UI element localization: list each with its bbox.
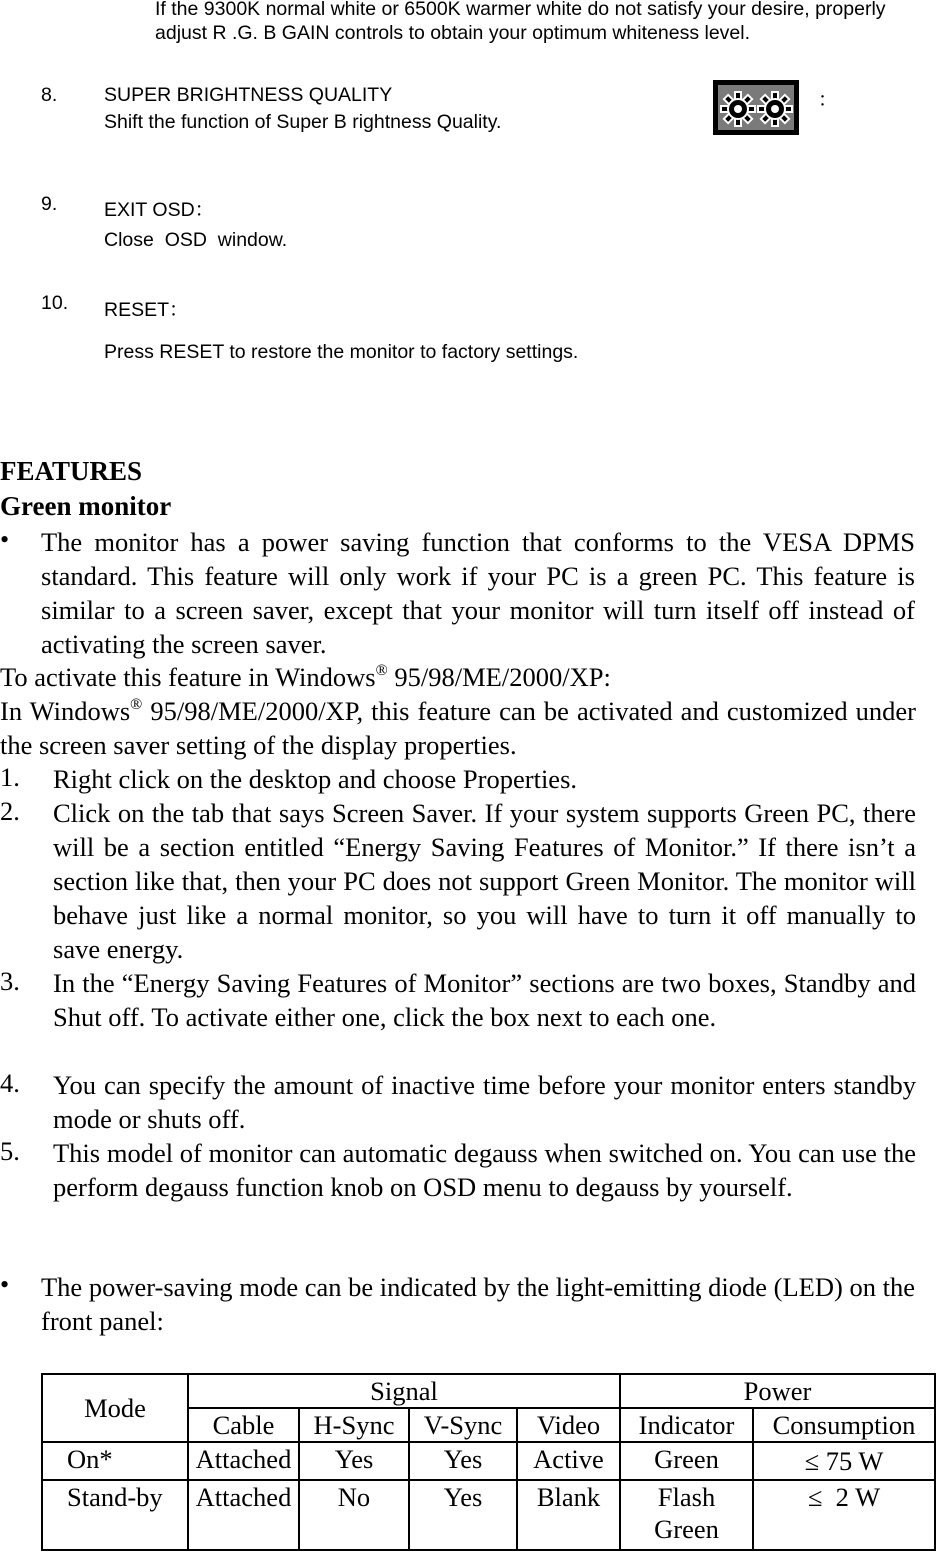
item-number-9: 9. [41, 193, 58, 215]
bullet-icon: • [0, 525, 10, 554]
cell-consumption: ≤ 2 W [753, 1480, 935, 1550]
power-mode-table [41, 1373, 936, 1551]
cell-consumption: ≤ 75 W [753, 1442, 935, 1480]
item-title-super-brightness: SUPER BRIGHTNESS QUALITY [104, 84, 393, 106]
column-header: Indicator [620, 1408, 753, 1442]
cell-cable: Attached [188, 1442, 299, 1480]
windows-paragraph [0, 694, 916, 762]
cell-hsync: No [299, 1480, 409, 1550]
registered-mark: ® [375, 662, 388, 679]
power-header: Power [620, 1374, 935, 1408]
item-desc-super-brightness: Shift the function of Super B rightness Quality. [104, 111, 502, 133]
signal-header: Signal [188, 1374, 620, 1408]
gear-graphic [719, 87, 795, 131]
cell-vsync: Yes [409, 1480, 517, 1550]
step-text: This model of monitor can automatic degauss when switched on. You can use the perform degauss function knob on OSD menu to degauss by yourself. [53, 1138, 916, 1202]
step-number: 4. [0, 1068, 20, 1098]
item-desc-exit-osd: Close OSD window. [104, 229, 288, 251]
table-row [42, 1442, 935, 1480]
step-number: 2. [0, 796, 20, 826]
activate-line-versions: 95/98/ME/2000/XP: [387, 662, 611, 692]
column-header: Consumption [753, 1408, 935, 1442]
cell-indicator: Flash Green [620, 1480, 753, 1550]
cell-video: Active [517, 1442, 620, 1480]
step-text: Right click on the desktop and choose Properties. [53, 764, 578, 794]
cell-indicator: Green [620, 1442, 753, 1480]
activate-line [0, 660, 611, 694]
table-row [42, 1480, 935, 1550]
green-monitor-subheading: Green monitor [0, 491, 172, 521]
green-monitor-bullet-text: The monitor has a power saving function that conforms to the VESA DPMS standard. This feature will only work if your PC is a green PC. This feature is similar to a screen saver, except that your monitor will turn itself off instead of activating the screen saver. [41, 527, 915, 659]
cell-mode: On* [42, 1442, 188, 1480]
windows-paragraph-lead: In Windows [0, 696, 131, 726]
step-number: 5. [0, 1136, 20, 1166]
column-header: Video [517, 1408, 620, 1442]
cell-vsync: Yes [409, 1442, 517, 1480]
cell-hsync: Yes [299, 1442, 409, 1480]
item-title-reset: RESET： [104, 299, 189, 321]
power-saving-bullet-text: The power-saving mode can be indicated by the light-emitting diode (LED) on the front panel: [41, 1272, 915, 1336]
step-text: In the “Energy Saving Features of Monitor” sections are two boxes, Standby and Shut off. To activate either one, click the box next to each one. [53, 968, 916, 1032]
item-number-8: 8. [41, 84, 58, 106]
double-gear-icon [713, 80, 799, 135]
features-heading: FEATURES [0, 456, 143, 486]
registered-mark: ® [130, 696, 143, 713]
intro-paragraph: If the 9300K normal white or 6500K warmer white do not satisfy your desire, properly adjust R .G. B GAIN controls to obtain your optimum whiteness level. [155, 0, 886, 44]
column-header: Cable [188, 1408, 299, 1442]
bullet-icon: • [0, 1270, 10, 1299]
super-brightness-suffix: ： [818, 89, 838, 111]
step-text: You can specify the amount of inactive time before your monitor enters standby mode or shuts off. [53, 1070, 916, 1134]
column-header: V-Sync [409, 1408, 517, 1442]
step-text: Click on the tab that says Screen Saver. If your system supports Green PC, there will be a section entitled “Energy Saving Features of Monitor.” If there isn’t a section like that, then your PC does not support Green Monitor. The monitor will behave just like a normal monitor, so you will have to turn it off manually to save energy. [53, 798, 916, 964]
step-number: 1. [0, 762, 20, 792]
windows-paragraph-text: 95/98/ME/2000/XP, this feature can be activated and customized under the screen saver setting of the display properties. [0, 696, 916, 760]
step-number: 3. [0, 966, 20, 996]
item-title-exit-osd: EXIT OSD： [104, 199, 215, 221]
cell-video: Blank [517, 1480, 620, 1550]
item-number-10: 10. [41, 292, 69, 314]
mode-header: Mode [42, 1374, 188, 1442]
item-desc-reset: Press RESET to restore the monitor to factory settings. [104, 341, 579, 363]
column-header: H-Sync [299, 1408, 409, 1442]
cell-mode: Stand-by [42, 1480, 188, 1550]
cell-cable: Attached [188, 1480, 299, 1550]
activate-line-text: To activate this feature in Windows [0, 662, 376, 692]
